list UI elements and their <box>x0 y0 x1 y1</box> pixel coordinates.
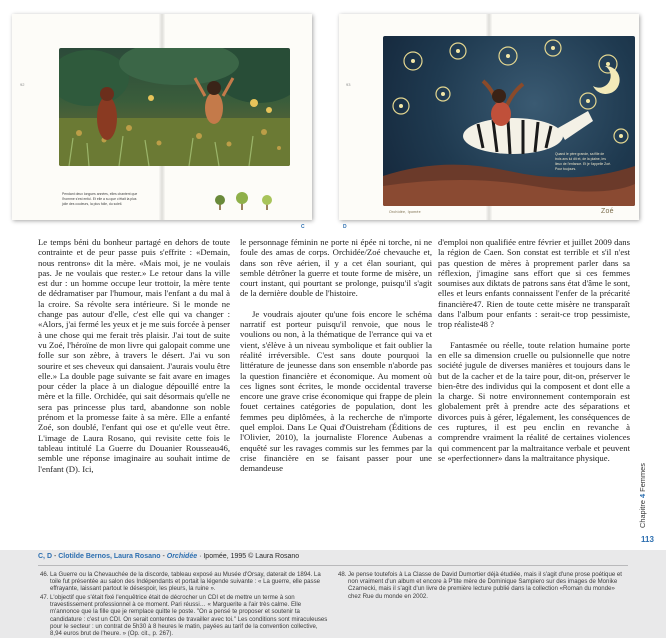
footnote-text: L'objectif que s'était fixé l'enquêtrice était de décrocher un CDI et de mettre un terme à son travestissement professionnel à ce moment. Pari réussi… « Marguerite a l'air très calme. Elle m'annonce que la fille que je remplace quitte le poste. "On a pensé te proposer et soutenir ta candidature : c'est un CDI. On serait contentes de travailler avec toi." Les conditions sont miraculeuses pour le secteur : un contrat de 5h30 à 8 heures le matin, payées au tarif de la convention collective, 8,94 euros brut de l'heure. » (Op. cit., p. 267). <box>50 594 328 638</box>
text-column-3 <box>438 237 630 463</box>
footnote-text: La Guerre ou la Chevauchée de la discorde, tableau exposé au Musée d'Orsay, daterait de 1894. La toile fut présentée au salon des Indépendants et portait la légende suivante : « La guerre, elle passe effrayante, laissant partout le désespoir, les pleurs, la ruine ». <box>50 571 321 593</box>
jungle-illustration <box>59 48 290 166</box>
figure-d-letter: D <box>343 224 347 230</box>
credit-work: Orchidée <box>166 553 198 560</box>
text-column-2 <box>240 237 432 474</box>
small-trees-decoration <box>212 192 282 212</box>
figure-d-page-number: 93 <box>346 82 351 87</box>
footnote-46 <box>40 571 328 593</box>
paragraph: Le temps béni du bonheur partagé en dehors de toute contrainte et de peur passe puis s'effrite : «Demain, nous rentrons» dit la mère. «Mais moi, je ne voulais pas. Je ne voulais que rester.» Le retour dans la ville est dur : un homme occupe leur trottoir, la mère tente de dédramatiser par l'humour, mais l'enfant a du mal à la croire. Sa révolte sera intérieure. Si le monde ne change pas autour d'elle, c'est elle qui va changer : «Alors, j'ai fermé les yeux et je me suis forcée à penser à une chose qui me ferait très plaisir. J'ai tout de suite vu Zoé, l'héroïne de mon livre qui galopait comme une folle sur son zèbre, à travers le désert. J'ai vu son sourire et ses cheveux qui dansaient. J'aurais voulu être elle.» La double page suivante se fait avare en images pour céder la place à un dialogue dépouillé entre la mère et la fille. Orchidée, qui sait désormais qu'elle ne sera pas princesse plus tard, abandonne son noble prénom et la promesse faite à sa mère. Elle a enfanté Zoé, son doublé, l'enfant qui ose et qu'elle veut être. L'image de Laura Rosano, qui revisite cette fois le tableau intitulé La Guerre du Douanier Rousseau46, semble une réponse imaginaire au souhait intime de l'enfant (D). Ici, <box>38 237 230 474</box>
figure-credit: C, D - Clotilde Bernos, Laura Rosano - Orchidée · Ipomée, 1995 © Laura Rosano <box>38 553 300 560</box>
page-number: 113 <box>641 535 654 544</box>
paragraph: d'emploi non qualifiée entre février et juillet 2009 dans la région de Caen. Son constat est terrible et s'il n'est pas question de mères à proprement parler dans sa réflexion, j'imagine sans effort que si ces femmes soumises aux diktats de patrons sans état d'âme le sont, elles et leurs enfants connaissent l'enfer de la précarité financière47. Rien de toute cette misère ne transparaît dans l'album pour enfants : serait-ce trop pessimiste, trop réaliste48 ? <box>438 237 630 330</box>
footnote-number: 48. <box>338 571 347 578</box>
footnote-47 <box>40 594 328 638</box>
figure-c-caption: Pendant deux longues années, elles chantent que l'homme s'est enfui. Et elle a su que c'était la plus jolie des couleurs, la plus folle, du soleil. <box>62 192 138 206</box>
credit-letters: C, D <box>38 553 52 560</box>
chapter-label <box>638 463 647 528</box>
jungle-art <box>59 48 290 166</box>
footnote-text: Je pense toutefois à La Classe de David Dumortier déjà étudiée, mais il s'agit d'une prose poétique et non vraiment d'un album et encore à P'tite mère de Dominique Sampiero sur des images de Monike Czarnecki, mais il s'agit d'un livre de première lecture publié dans la collection «Roman du monde» chez Rue du monde en 2002. <box>348 571 622 600</box>
paragraph: Je voudrais ajouter qu'une fois encore le schéma narratif est porteur puisqu'il renvoie, que nous le voulions ou non, à la thématique de l'errance qui va et vient, s'élève à un niveau symbolique et fait oublier la réalité irréversible. C'est sans doute pourquoi la littérature de jeunesse dans son ensemble n'aborde pas la question financière et économique. Au moment où ces lignes sont écrites, le monde occidental traverse encore une grave crise économique qui frappe de plein fouet certaines catégories de population, dont les femmes peu diplômées, à la recherche de n'importe quel emploi. Dans Le Quai d'Ouistreham (Éditions de l'Olivier, 2010), la journaliste Florence Aubenas a enquêté sur les ravages commis sur les femmes par la crise financière en se faisant passer pour une demandeuse <box>240 308 432 474</box>
credit-authors: Clotilde Bernos, Laura Rosano <box>58 553 161 560</box>
figure-c-spread <box>12 14 312 220</box>
footnote-number: 47. <box>40 594 49 601</box>
chapter-name: Femmes <box>638 463 647 492</box>
figure-d-signature: Orchidée, Ipomée <box>389 210 421 214</box>
night-illustration <box>383 36 635 206</box>
credit-rest: · Ipomée, 1995 © Laura Rosano <box>199 553 300 560</box>
night-art <box>383 36 635 206</box>
figure-c-page-number: 92 <box>20 82 25 87</box>
figure-d-caption: Quand le père grande, sa fille de trois ans lui dit et, de la plaine, les lieux de l'enfance. Et je t'appelle Zoé. Pour toujours. <box>555 152 611 171</box>
text-column-1 <box>38 237 230 474</box>
figure-d-spread <box>339 14 639 220</box>
figure-c-letter: C <box>301 224 305 230</box>
figure-d-signature-right: Zoé <box>601 208 614 215</box>
chapter-prefix: Chapitre <box>638 500 647 528</box>
footnote-divider <box>38 565 628 566</box>
footnote-48 <box>338 571 628 600</box>
footnote-number: 46. <box>40 571 49 578</box>
paragraph: le personnage féminin ne porte ni épée ni torche, ni ne foule des amas de corps. Orchidée/Zoé chevauche et, dans son rêve aérien, il y a cet élan souriant, qui semble détrôner la guerre et toute forme de misère, un court instant, qui pourtant se prolonge, puisqu'il s'agit de la dernière double de l'histoire. <box>240 237 432 299</box>
paragraph: Fantasmée ou réelle, toute relation humaine porte en elle sa dimension cruelle ou pulsionnelle que notre société jugule de diverses manières et toujours dans le but de la cacher et de la taire pour, dit-on, préserver le bien-être des individus qui la composent et dont elle a la charge. Si notre environnement contemporain est globalement prêt à prendre acte des séparations et divorces puis à gérer, légalement, les conséquences de ces ruptures, il est peu enclin en revanche à comprendre vraiment la réalité de certaines violences qui commencent par la maltraitance verbale et peuvent se «perfectionner» dans la maltraitance physique. <box>438 339 630 463</box>
chapter-number: 4 <box>638 493 647 498</box>
